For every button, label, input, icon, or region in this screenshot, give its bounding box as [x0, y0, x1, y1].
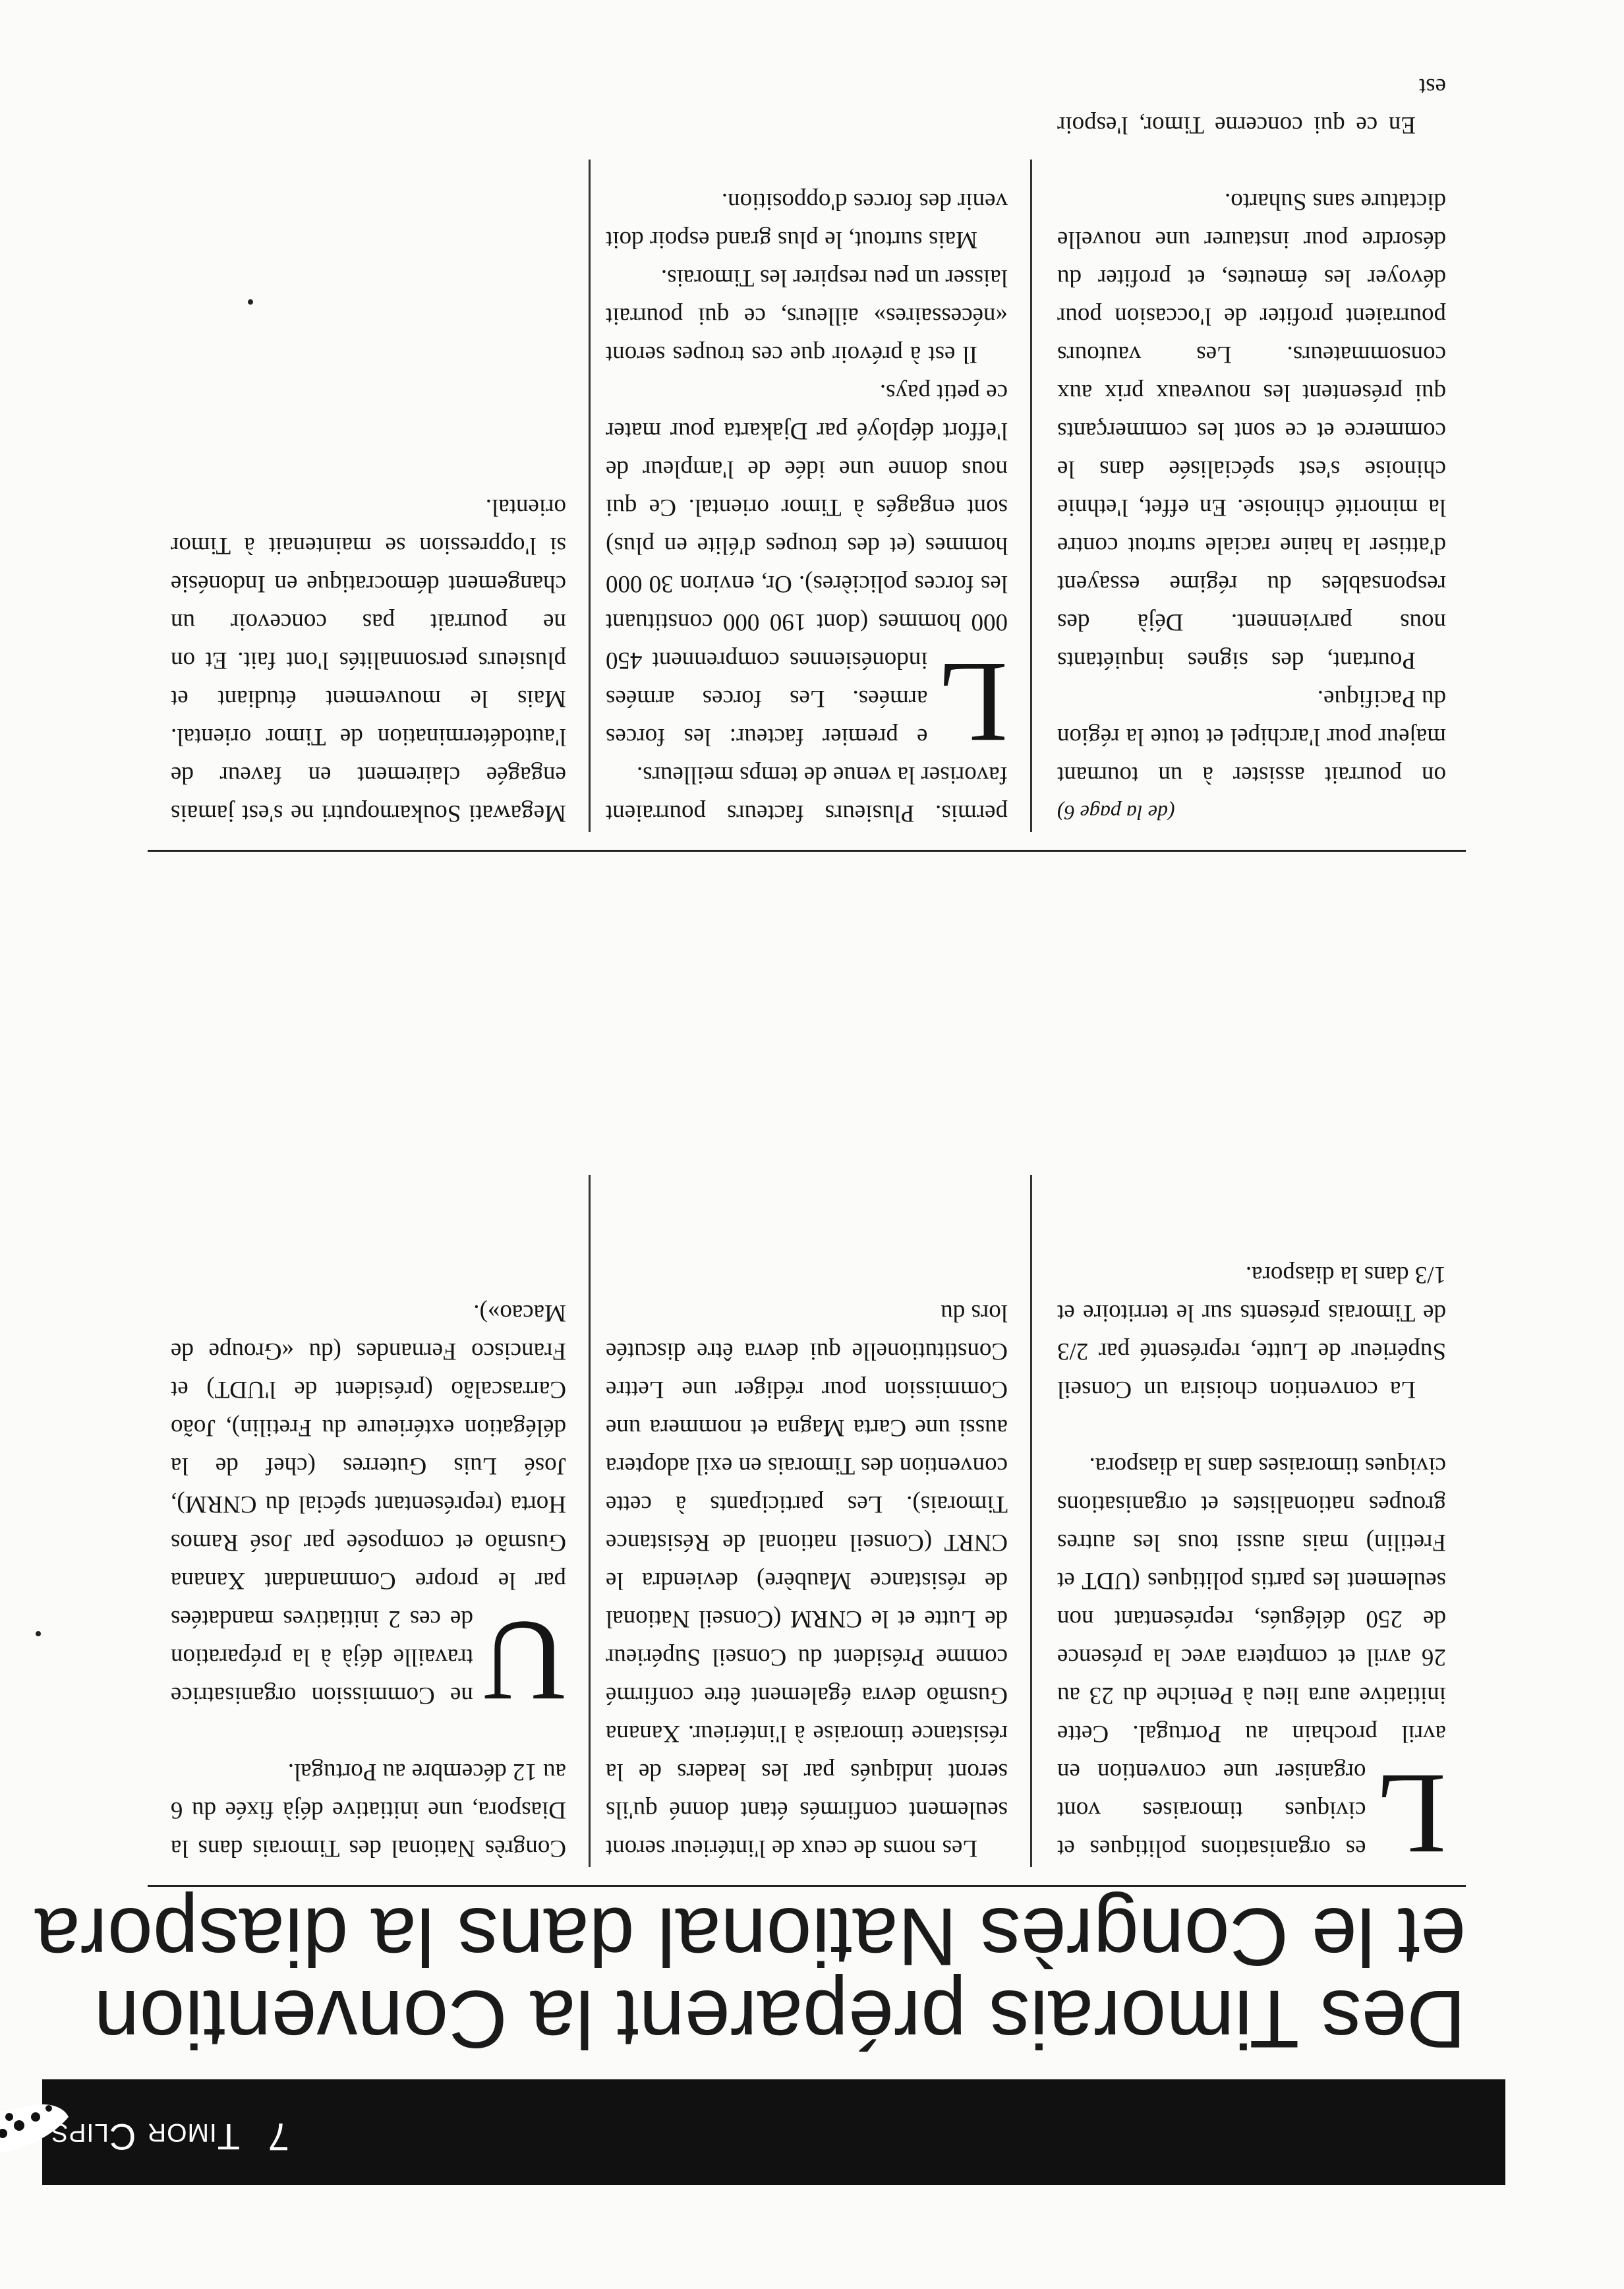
publication-name: Timor Clips	[50, 2116, 240, 2158]
dropcap: U	[482, 1597, 566, 1725]
article2-column-3	[171, 488, 566, 832]
timor-map-logo-icon	[0, 2087, 75, 2180]
paragraph: on pourrait assister à un tournant majeur pour l'archipel et toute la région du Pacifique.	[1057, 685, 1446, 788]
article-separator-rule	[148, 850, 1466, 852]
header-banner	[42, 2079, 1505, 2185]
paragraph: Il est à prévoir que ces troupes seront «nécessaires» ailleurs, ce qui pourrait laisser un peu respirer les Timorais.	[606, 264, 1008, 368]
article1-column-2	[606, 1293, 1008, 1867]
article2-column-1	[1057, 67, 1446, 832]
paragraph: La convention choisira un Conseil Supérieur de Lutte, représenté par 2/3 de Timorais présents sur le territoire et 1/3 dans la diaspora.	[1057, 1261, 1446, 1403]
dropcap: L	[937, 638, 1008, 767]
paragraph: Mais surtout, le plus grand espoir doit venir des forces d'opposition.	[606, 188, 1008, 253]
paragraph: Les noms de ceux de l'intérieur seront seulement confirmés étant donné qu'ils seront indiqués par les leaders de la résistance timoraise à l'intérieur. Xanana Gusmão devra également être confirmé comme Président du Conseil Supérieur de Lutte et le CNRM (Conseil National de résistance Maubère) deviendra le CNRT (Conseil national de Résistance Timorais). Les participants à cette convention des Timorais en exil adoptera aussi une Carta Magna et nommera une Commission pour rédiger une Lettre Constitutionelle qui devra être discutée lors du	[606, 1299, 1008, 1862]
paragraph: es organisations politiques et civiques timoraises vont organiser une convention en avril prochain au Portugal. Cette initiative aura lieu à Peniche du 23 au 26 avril et comptera avec la présence de 250 délégués, représentant non seulement les partis politiques (UDT et Fretilin) mais aussi tous les autres groupes nationalistes et organisations civiques timoraises dans la diaspora.	[1057, 1452, 1446, 1862]
article-title-line-1: Des Timorais préparent la Convention	[94, 1973, 1466, 2064]
paragraph: Pourtant, des signes inquiétants nous parviennent. Déjà des responsables du régime essayent d'attiser la haine raciale surtout contre la minorité chinoise. En effet, l'ethnie chinoise s'est spécialisée dans le commerce et ce sont les commerçants qui présentent les nouveaux prix aux consommateurs. Les vautours pourraient profiter de l'occasion pour dévoyer les émeutes, et profiter du désordre pour instaurer une nouvelle dictature sans Suharto.	[1057, 188, 1446, 674]
continued-note: (de la page 6)	[1057, 801, 1175, 825]
article2-column-2	[606, 182, 1008, 832]
column-divider	[1030, 160, 1032, 832]
column-divider	[589, 160, 591, 832]
dropcap: L	[1375, 1750, 1446, 1878]
scan-speck	[248, 299, 253, 305]
column-divider	[589, 1175, 591, 1867]
paragraph: Megawati Soukarnoputri ne s'est jamais engagée clairement en faveur de l'autodétermination de Timor oriental. Mais le mouvement étudiant et plusieurs personnalités l'ont fait. Et on ne pourrait pas concevoir un changement démocratique en Indonésie si l'oppression se maintenait à Timor oriental.	[171, 494, 566, 827]
article-title-line-2: et le Congrès National dans la diaspora	[34, 1891, 1466, 1982]
title-rule	[148, 1885, 1466, 1887]
article1-column-1	[1057, 1255, 1446, 1878]
paragraph: ne Commission organisatrice travaille déjà à la préparation de ces 2 initiatives mandatées par le propre Commandant Xanana Gusmão et composée par José Ramos Horta (représentant spécial du CNRM), José Luis Guterres (chef de la délégation extérieure du Fretilin), João Carrascalão (président de l'UDT) et Francisco Fernandes (du «Groupe de Macao»).	[171, 1299, 566, 1709]
scan-speck	[36, 1631, 41, 1636]
paragraph: e premier facteur: les forces armées. Les forces armées indonésiennes comprennent 450 000 hommes (dont 190 000 constituant les forces policières). Or, environ 30 000 hommes (et des troupes d'élite en plus) sont engagés à Timor oriental. Ce qui nous donne une idée de l'ampleur de l'effort déployé par Djakarta pour mater ce petit pays.	[606, 379, 1008, 750]
page-number: 7	[268, 2115, 289, 2158]
paragraph: Congrès National des Timorais dans la Diaspora, une initiative déjà fixée du 6 au 12 décembre au Portugal.	[171, 1758, 566, 1862]
article1-column-3	[171, 1293, 566, 1867]
paragraph: En ce qui concerne Timor, l'espoir est	[1057, 73, 1446, 138]
column-divider	[1030, 1175, 1032, 1867]
paragraph: permis. Plusieurs facteurs pourraient favoriser la venue de temps meilleurs.	[606, 761, 1008, 827]
